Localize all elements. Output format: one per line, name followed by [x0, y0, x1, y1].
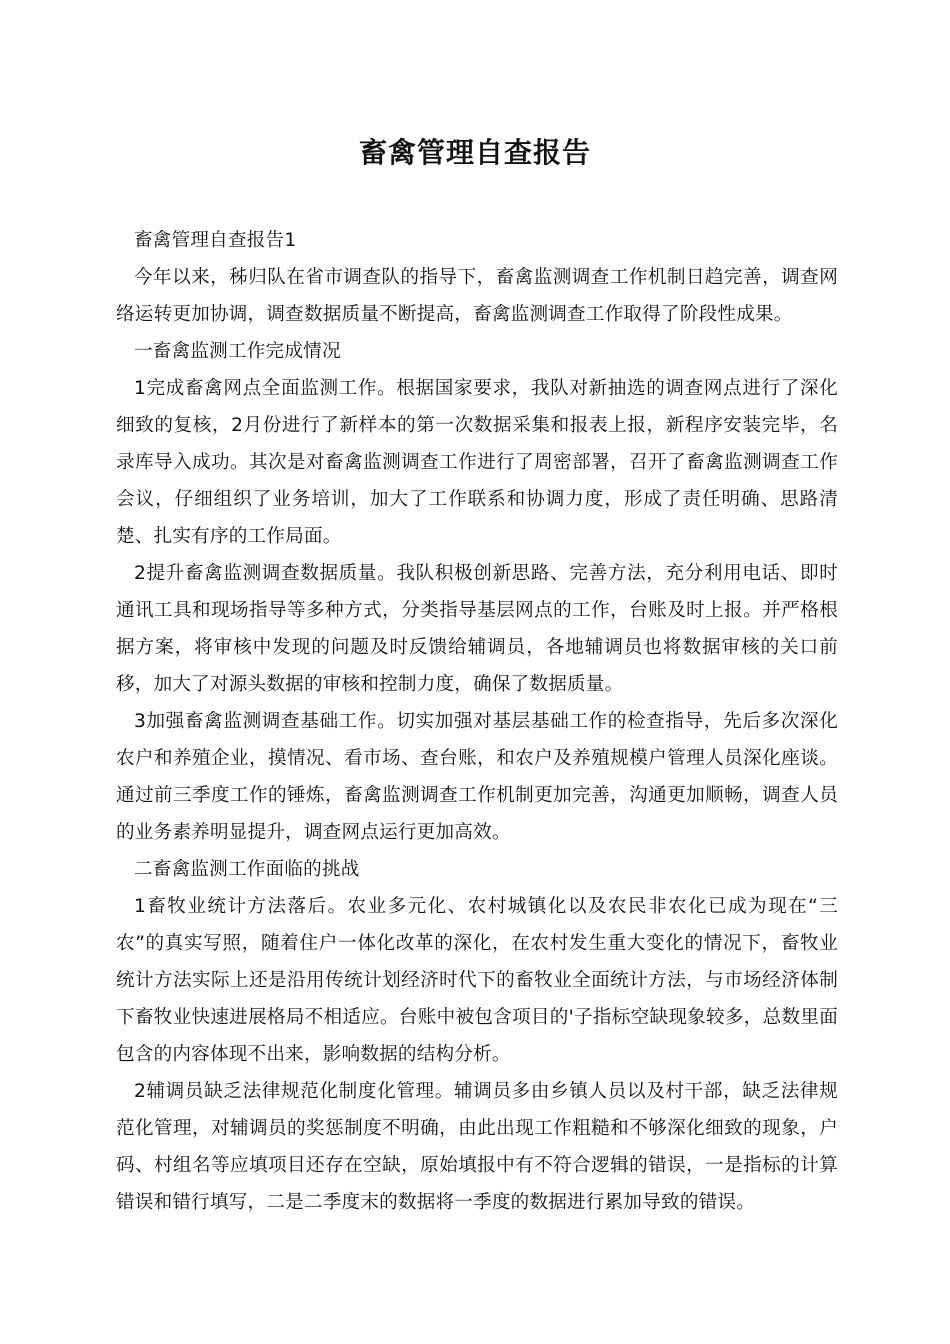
paragraph-challenge-2: 2辅调员缺乏法律规范化制度化管理。辅调员多由乡镇人员以及村干部，缺乏法律规范化管理，对辅调员的奖惩制度不明确，由此出现工作粗糙和不够深化细致的现象，户码、村组名等应填项目还存在空缺，原始填报中有不符合逻辑的错误，一是指标的计算错误和错行填写，二是二季度末的数据将一季度的数据进行累加导致的错误。: [116, 1081, 838, 1213]
document-title: 畜禽管理自查报告: [358, 136, 591, 169]
section-heading-completion: 一畜禽监测工作完成情况: [134, 341, 341, 362]
paragraph-challenge-1: 1畜牧业统计方法落后。农业多元化、农村城镇化以及农民非农化已成为现在“三农”的真实写照，随着住户一体化改革的深化，在农村发生重大变化的情况下，畜牧业统计方法实际上还是沿用传统计划经济时代下的畜牧业全面统计方法，与市场经济体制下畜牧业快速进展格局不相适应。台账中被包含项目的'子指标空缺现象较多，总数里面包含的内容体现不出来，影响数据的结构分析。: [116, 896, 838, 1065]
document-body: [116, 222, 838, 1221]
paragraph-intro: 今年以来，秭归队在省市调查队的指导下，畜禽监测调查工作机制日趋完善，调查网络运转更加协调，调查数据质量不断提高，畜禽监测调查工作取得了阶段性成果。: [116, 267, 838, 325]
section-heading-challenges: 二畜禽监测工作面临的挑战: [134, 859, 360, 880]
paragraph-item-2: 2提升畜禽监测调查数据质量。我队积极创新思路、完善方法，充分利用电话、即时通讯工具和现场指导等多种方式，分类指导基层网点的工作，台账及时上报。并严格根据方案，将审核中发现的问题及时反馈给辅调员，各地辅调员也将数据审核的关口前移，加大了对源头数据的审核和控制力度，确保了数据质量。: [116, 563, 838, 695]
paragraph-report-heading: 畜禽管理自查报告1: [134, 230, 297, 251]
paragraph-item-3: 3加强畜禽监测调查基础工作。切实加强对基层基础工作的检查指导，先后多次深化农户和养殖企业，摸情况、看市场、查台账，和农户及养殖规模户管理人员深化座谈。通过前三季度工作的锤炼，畜禽监测调查工作机制更加完善，沟通更加顺畅，调查人员的业务素养明显提升，调查网点运行更加高效。: [116, 711, 838, 843]
paragraph-item-1: 1完成畜禽网点全面监测工作。根据国家要求，我队对新抽选的调查网点进行了深化细致的复核，2月份进行了新样本的第一次数据采集和报表上报，新程序安装完毕，名录库导入成功。其次是对畜禽监测调查工作进行了周密部署，召开了畜禽监测调查工作会议，仔细组织了业务培训，加大了工作联系和协调力度，形成了责任明确、思路清楚、扎实有序的工作局面。: [116, 378, 838, 547]
